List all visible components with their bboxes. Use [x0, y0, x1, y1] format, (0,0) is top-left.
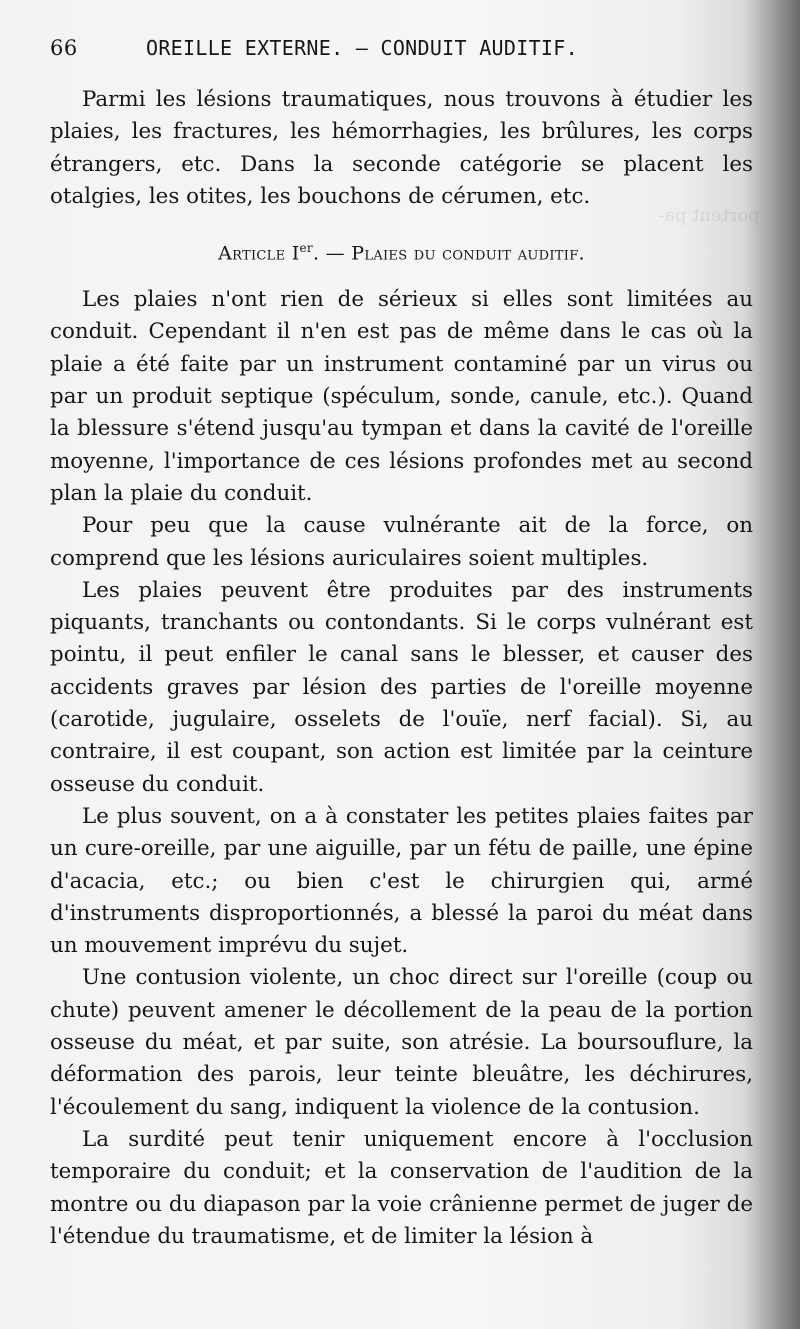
heading-separator: . — [312, 242, 345, 265]
paragraph-instruments: Les plaies peuvent être produites par des instruments piquants, tranchants ou contondants. Si le corps vulnérant est pointu, il peut enfiler le canal sans le blesser, et causer des accidents graves par lésion des parties de l'oreille moyenne (carotide, jugulaire, osselets de l'ouïe, nerf facial). Si, au contraire, il est coupant, son action est limitée par la ceinture osseuse du conduit. [50, 577, 753, 797]
paragraph-intro: Parmi les lésions traumatiques, nous trouvons à étudier les plaies, les fractures, les hémorrhagies, les brûlures, les corps étrangers, etc. Dans la seconde catégorie se placent les otalgies, les otites, les bouchons de cérumen, etc. [50, 87, 753, 209]
bleed-through-text: portent pa- [658, 205, 760, 226]
page-number: 66 [50, 36, 78, 60]
article-label: Article I [218, 242, 300, 265]
section-heading [50, 213, 753, 284]
body-text [50, 84, 753, 1253]
article-superscript: er [299, 241, 313, 256]
paragraph-contusion: Une contusion violente, un choc direct sur l'oreille (coup ou chute) peuvent amener le décollement de la peau de la portion osseuse du méat, et par suite, son atrésie. La boursouflure, la déformation des parois, leur teinte bleuâtre, les déchirures, l'écoulement du sang, indiquent la violence de la contusion. [50, 965, 753, 1120]
paragraph-petites-plaies: Le plus souvent, on a à constater les petites plaies faites par un cure-oreille, par une aiguille, par un fétu de paille, une épine d'acacia, etc.; ou bien c'est le chirurgien qui, armé d'instruments disproportionnés, a blessé la paroi du méat dans un mouvement imprévu du sujet. [50, 803, 753, 959]
paragraph-plaies: Les plaies n'ont rien de sérieux si elles sont limitées au conduit. Cependant il n'en est pas de même dans le cas où la plaie a été faite par un instrument contaminé par un virus ou par un produit septique (spéculum, sonde, canule, etc.). Quand la blessure s'étend jusqu'au tympan et dans la cavité de l'oreille moyenne, l'importance de ces lésions profondes met au second plan la plaie du conduit. [50, 287, 753, 506]
paragraph-surdite: La surdité peut tenir uniquement encore à l'occlusion temporaire du conduit; et la conservation de l'audition de la montre ou du diapason par la voie crânienne permet de juger de l'étendue du traumatisme, et de limiter la lésion à [50, 1126, 753, 1249]
paragraph-cause: Pour peu que la cause vulnérante ait de la force, on comprend que les lésions auriculaires soient multiples. [50, 513, 753, 571]
running-title: OREILLE EXTERNE. — CONDUIT AUDITIF. [146, 36, 578, 60]
section-title: Plaies du conduit auditif. [351, 242, 585, 265]
page-header [50, 36, 740, 66]
